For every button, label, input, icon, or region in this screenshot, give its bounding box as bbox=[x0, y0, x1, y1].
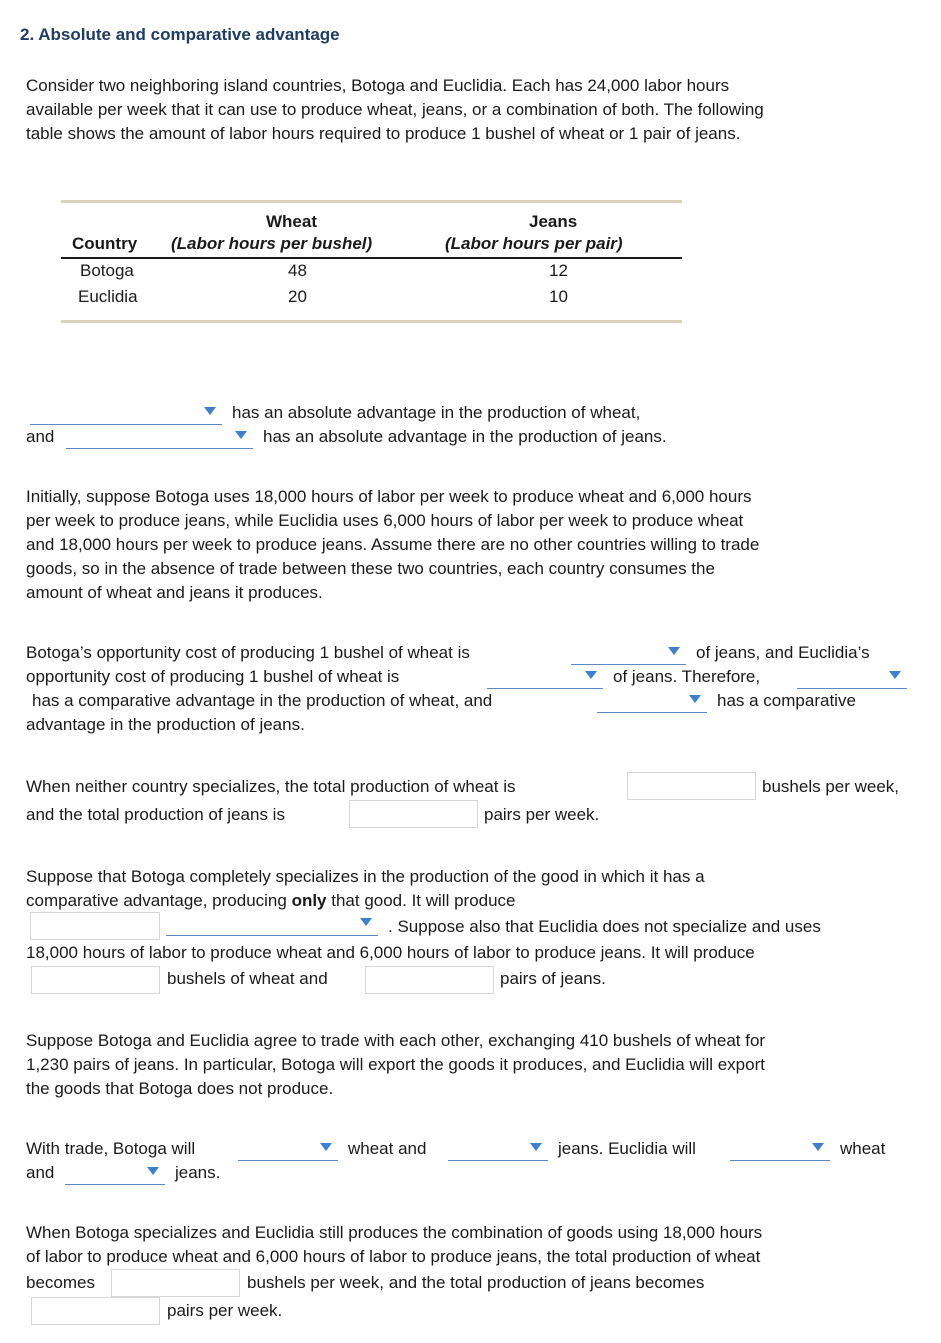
spec-line-3: . Suppose also that Euclidia does not specialize and uses bbox=[388, 917, 821, 936]
abs-adv-wheat-text: has an absolute advantage in the production of wheat, bbox=[232, 403, 641, 422]
chevron-down-icon bbox=[585, 671, 597, 679]
spec-line-2 bbox=[26, 889, 516, 913]
intro-line: available per week that it can use to produce wheat, jeans, or a combination of both. The following bbox=[26, 100, 764, 119]
nospec-wheat-input[interactable] bbox=[627, 772, 756, 800]
question-title: 2. Absolute and comparative advantage bbox=[20, 25, 340, 44]
spec-jeans-unit: pairs of jeans. bbox=[500, 969, 606, 988]
chevron-down-icon bbox=[147, 1167, 159, 1175]
spec-line-2a: comparative advantage, producing bbox=[26, 891, 292, 910]
initial-line: goods, so in the absence of trade between these two countries, each country consumes the bbox=[26, 559, 715, 578]
botoga-wheat-trade-dropdown[interactable] bbox=[238, 1138, 338, 1161]
table-bottom-rule bbox=[61, 320, 682, 323]
spec-line-1: Suppose that Botoga completely specializes in the production of the good in which it has a bbox=[26, 867, 705, 886]
trade-paragraph bbox=[26, 1029, 931, 1101]
final-line-1: When Botoga specializes and Euclidia still produces the combination of goods using 18,000 hours bbox=[26, 1223, 763, 1242]
abs-adv-jeans-text: has an absolute advantage in the production of jeans. bbox=[263, 427, 667, 446]
nospec-jeans-input[interactable] bbox=[349, 800, 478, 828]
spec-line-4: 18,000 hours of labor to produce wheat and 6,000 hours of labor to produce jeans. It will produce bbox=[26, 943, 755, 962]
comp-adv-jeans-tail: advantage in the production of jeans. bbox=[26, 715, 305, 734]
final-jeans-unit: pairs per week. bbox=[167, 1301, 283, 1320]
withtrade-and: and bbox=[26, 1163, 55, 1182]
initial-paragraph bbox=[26, 485, 931, 605]
row-euclidia-wheat: 20 bbox=[288, 287, 307, 306]
initial-line: per week to produce jeans, while Euclidia uses 6,000 hours of labor per week to produce wheat bbox=[26, 511, 744, 530]
final-line-2: of labor to produce wheat and 6,000 hours of labor to produce jeans, the total production of wheat bbox=[26, 1247, 761, 1266]
trade-line: 1,230 pairs of jeans. In particular, Botoga will export the goods it produces, and Euclidia will export bbox=[26, 1055, 765, 1074]
botoga-spec-good-dropdown[interactable] bbox=[166, 913, 378, 936]
initial-line: Initially, suppose Botoga uses 18,000 hours of labor per week to produce wheat and 6,000 hours bbox=[26, 487, 752, 506]
nospec-jeans-unit: pairs per week. bbox=[484, 805, 600, 824]
header-wheat-unit: (Labor hours per bushel) bbox=[171, 234, 373, 253]
row-botoga-country: Botoga bbox=[80, 261, 134, 280]
row-euclidia-country: Euclidia bbox=[78, 287, 138, 306]
botoga-spec-quantity-input[interactable] bbox=[30, 912, 160, 940]
row-botoga-wheat: 48 bbox=[288, 261, 307, 280]
final-becomes: becomes bbox=[26, 1273, 95, 1292]
intro-line: Consider two neighboring island countries, Botoga and Euclidia. Each has 24,000 labor hours bbox=[26, 76, 730, 95]
euclidia-wheat-trade-dropdown[interactable] bbox=[730, 1138, 830, 1161]
header-country: Country bbox=[72, 234, 138, 253]
botoga-jeans-trade-dropdown[interactable] bbox=[448, 1138, 548, 1161]
comp-adv-jeans-text: has a comparative bbox=[717, 691, 856, 710]
header-jeans-unit: (Labor hours per pair) bbox=[445, 234, 623, 253]
euclidia-wheat-input[interactable] bbox=[31, 966, 160, 994]
comp-adv-jeans-dropdown[interactable] bbox=[597, 690, 707, 713]
chevron-down-icon bbox=[812, 1143, 824, 1151]
trade-line: the goods that Botoga does not produce. bbox=[26, 1079, 334, 1098]
withtrade-wheat-and: wheat and bbox=[348, 1139, 427, 1158]
nospec-wheat-unit: bushels per week, bbox=[762, 777, 900, 796]
row-botoga-jeans: 12 bbox=[549, 261, 568, 280]
trade-line: Suppose Botoga and Euclidia agree to trade with each other, exchanging 410 bushels of wheat for bbox=[26, 1031, 766, 1050]
opp-euclidia-lead: of jeans, and Euclidia’s bbox=[696, 643, 870, 662]
spec-only-bold: only bbox=[291, 891, 327, 910]
spec-wheat-unit: bushels of wheat and bbox=[167, 969, 328, 988]
chevron-down-icon bbox=[889, 671, 901, 679]
comp-adv-wheat-dropdown[interactable] bbox=[797, 666, 907, 689]
chevron-down-icon bbox=[689, 695, 701, 703]
withtrade-jeans-label: jeans. bbox=[175, 1163, 221, 1182]
header-wheat: Wheat bbox=[266, 212, 317, 231]
final-jeans-input[interactable] bbox=[31, 1297, 160, 1325]
row-euclidia-jeans: 10 bbox=[549, 287, 568, 306]
abs-adv-and: and bbox=[26, 427, 55, 446]
withtrade-botoga-text: With trade, Botoga will bbox=[26, 1139, 196, 1158]
chevron-down-icon bbox=[320, 1143, 332, 1151]
opp-therefore: of jeans. Therefore, bbox=[613, 667, 761, 686]
table-header-rule bbox=[61, 257, 682, 259]
withtrade-wheat-label: wheat bbox=[840, 1139, 886, 1158]
intro-line: table shows the amount of labor hours required to produce 1 bushel of wheat or 1 pair of jeans. bbox=[26, 124, 741, 143]
table-top-rule bbox=[61, 200, 682, 203]
chevron-down-icon bbox=[235, 431, 247, 439]
botoga-opp-cost-dropdown[interactable] bbox=[571, 642, 686, 665]
euclidia-jeans-trade-dropdown[interactable] bbox=[65, 1162, 165, 1185]
opp-euclidia-text: opportunity cost of producing 1 bushel of wheat is bbox=[26, 667, 400, 686]
final-wheat-input[interactable] bbox=[111, 1269, 240, 1297]
opp-botoga-text: Botoga’s opportunity cost of producing 1 bushel of wheat is bbox=[26, 643, 470, 662]
header-jeans: Jeans bbox=[529, 212, 578, 231]
abs-adv-wheat-dropdown[interactable] bbox=[30, 402, 222, 425]
intro-paragraph bbox=[26, 74, 931, 146]
euclidia-opp-cost-dropdown[interactable] bbox=[487, 666, 603, 689]
chevron-down-icon bbox=[360, 918, 372, 926]
chevron-down-icon bbox=[530, 1143, 542, 1151]
comp-adv-wheat-text: has a comparative advantage in the production of wheat, and bbox=[32, 691, 493, 710]
abs-adv-jeans-dropdown[interactable] bbox=[66, 426, 253, 449]
initial-line: amount of wheat and jeans it produces. bbox=[26, 583, 323, 602]
labor-table bbox=[61, 200, 682, 323]
chevron-down-icon bbox=[204, 407, 216, 415]
chevron-down-icon bbox=[668, 647, 680, 655]
final-wheat-unit: bushels per week, and the total production of jeans becomes bbox=[247, 1273, 705, 1292]
nospec-wheat-text: When neither country specializes, the total production of wheat is bbox=[26, 777, 516, 796]
nospec-jeans-text: and the total production of jeans is bbox=[26, 805, 285, 824]
initial-line: and 18,000 hours per week to produce jeans. Assume there are no other countries willing to trade bbox=[26, 535, 760, 554]
withtrade-euclidia-text: jeans. Euclidia will bbox=[558, 1139, 696, 1158]
spec-line-2b: that good. It will produce bbox=[326, 891, 516, 910]
euclidia-jeans-input[interactable] bbox=[365, 966, 494, 994]
